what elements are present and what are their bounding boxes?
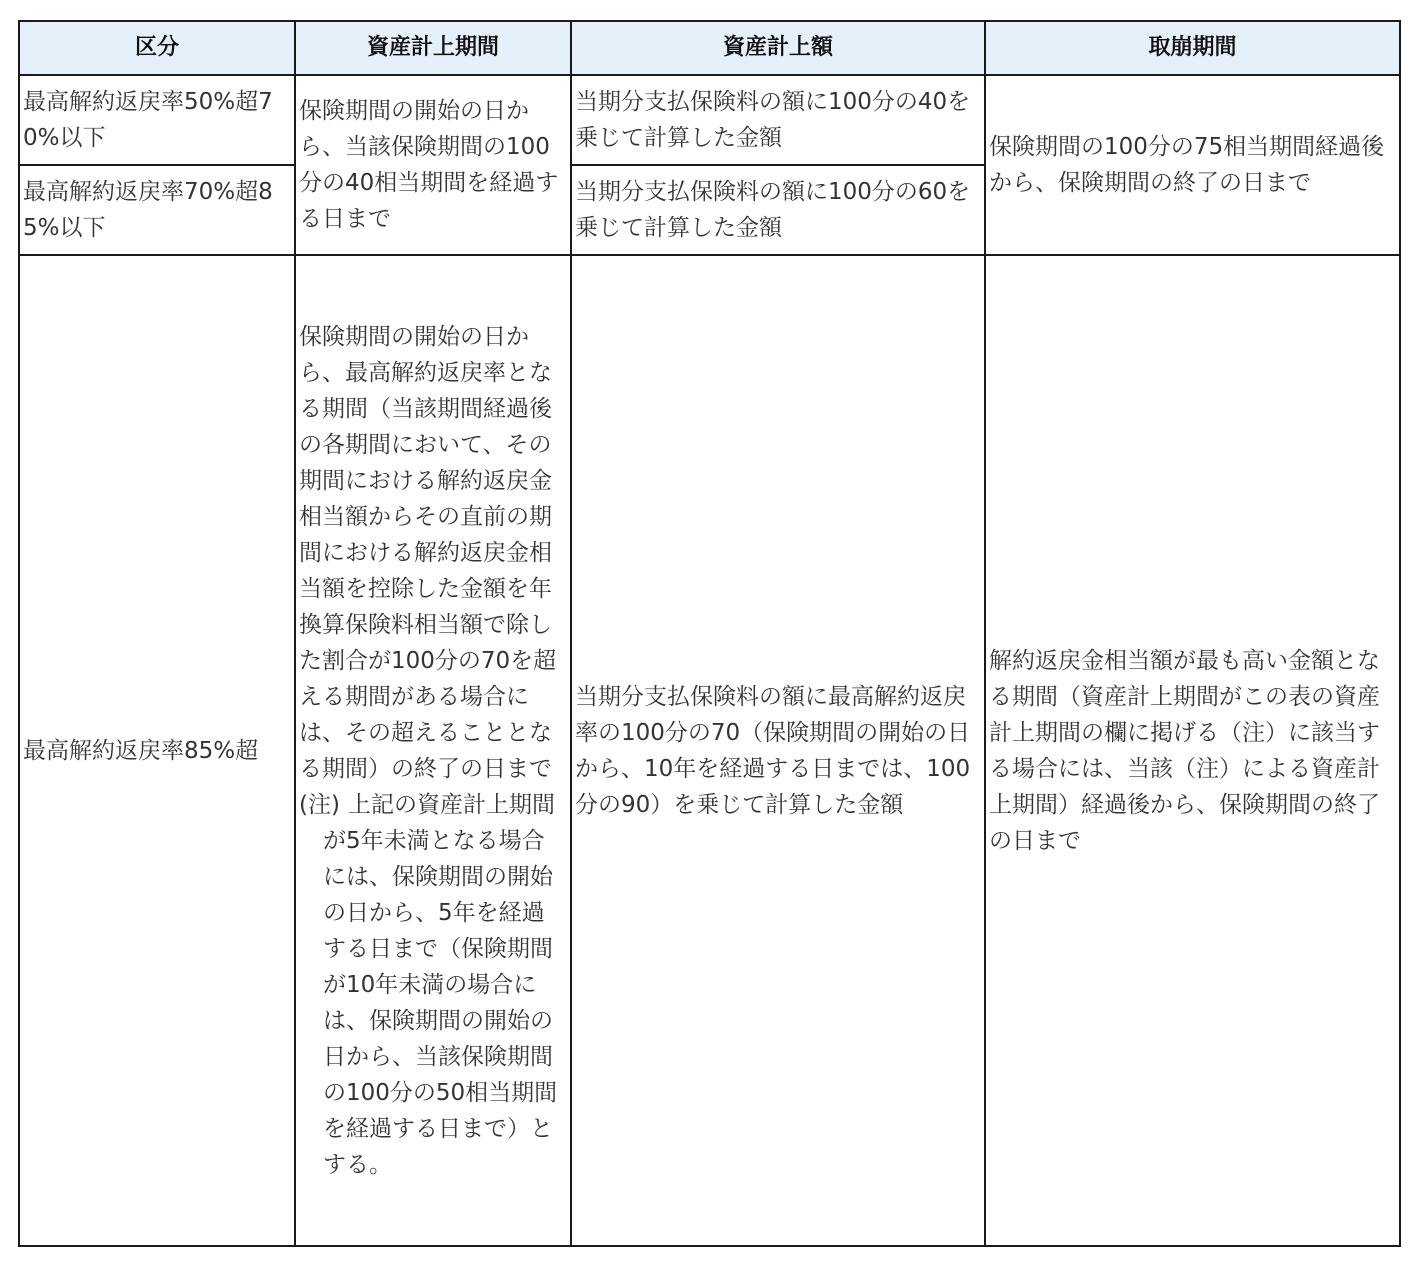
row2-category: 最高解約返戻率70%超85%以下 <box>19 165 295 255</box>
row1-asset-amount: 当期分支払保険料の額に100分の40を乗じて計算した金額 <box>571 75 985 165</box>
table-header-row <box>19 21 1400 75</box>
row3-category: 最高解約返戻率85%超 <box>19 255 295 1246</box>
row3-asset-period-cell <box>295 255 571 1246</box>
note-label: (注) <box>299 791 340 818</box>
header-reversal-period: 取崩期間 <box>985 21 1400 75</box>
shared-asset-period: 保険期間の開始の日から、当該保険期間の100分の40相当期間を経過する日まで <box>295 75 571 255</box>
row3-note <box>299 787 567 1183</box>
shared-reversal-period: 保険期間の100分の75相当期間経過後から、保険期間の終了の日まで <box>985 75 1400 255</box>
header-asset-period: 資産計上期間 <box>295 21 571 75</box>
table-row <box>19 255 1400 1246</box>
table-row <box>19 75 1400 165</box>
row3-asset-period: 保険期間の開始の日から、最高解約返戻率となる期間（当該期間経過後の各期間において、その期間における解約返戻金相当額からその直前の期間における解約返戻金相当額を控除した金額を年換算保険料相当額で除した割合が100分の70を超える期間がある場合には、その超えることとなる期間）の終了の日まで <box>299 323 557 782</box>
header-category: 区分 <box>19 21 295 75</box>
row1-category: 最高解約返戻率50%超70%以下 <box>19 75 295 165</box>
row3-asset-amount: 当期分支払保険料の額に最高解約返戻率の100分の70（保険期間の開始の日から、10年を経過する日までは、100分の90）を乗じて計算した金額 <box>571 255 985 1246</box>
header-asset-amount: 資産計上額 <box>571 21 985 75</box>
note-text: 上記の資産計上期間が5年未満となる場合には、保険期間の開始の日から、5年を経過する日まで（保険期間が10年未満の場合には、保険期間の開始の日から、当該保険期間の100分の50相当期間を経過する日まで）とする。 <box>323 791 558 1178</box>
insurance-asset-table <box>18 20 1401 1247</box>
row3-reversal-period: 解約返戻金相当額が最も高い金額となる期間（資産計上期間がこの表の資産計上期間の欄に掲げる（注）に該当する場合には、当該（注）による資産計上期間）経過後から、保険期間の終了の日まで <box>985 255 1400 1246</box>
row2-asset-amount: 当期分支払保険料の額に100分の60を乗じて計算した金額 <box>571 165 985 255</box>
